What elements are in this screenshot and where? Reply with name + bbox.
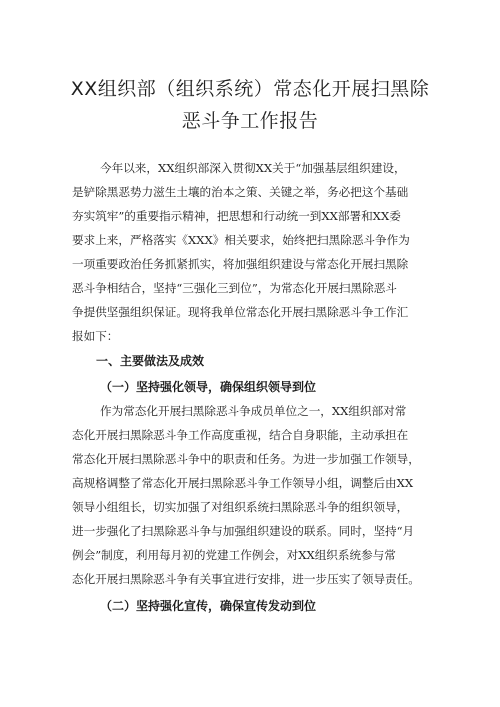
section-heading-1: 一、主要做法及成效: [96, 354, 205, 368]
body-line: 进一步强化了扫黑除恶斗争与加强组织建设的联系。同时，坚持“月: [72, 524, 415, 538]
intro-line: 是铲除黑恶势力滋生土壤的治本之策、关键之举，务必把这个基础: [72, 185, 409, 199]
body-line: 常态化开展扫黑除恶斗争中的职责和任务。为进一步加强工作领导，: [72, 452, 420, 466]
document-title-line-2: 恶斗争工作报告: [181, 110, 319, 132]
document-title-line-1: XX组织部（组织系统）常态化开展扫黑除: [70, 78, 430, 100]
intro-line: 夯实筑牢”的重要指示精神，把思想和行动统一到XX部署和XX委: [72, 209, 401, 223]
intro-line: 争提供坚强组织保证。现将我单位常态化开展扫黑除恶斗争工作汇: [72, 305, 409, 319]
intro-line: 报如下：: [72, 329, 119, 343]
body-line: 态化开展扫黑除恶斗争有关事宜进行安排，进一步压实了领导责任。: [72, 572, 420, 586]
body-line: 高规格调整了常态化开展扫黑除恶斗争工作领导小组，调整后由XX: [72, 476, 414, 490]
body-line: 作为常态化开展扫黑除恶斗争成员单位之一，XX组织部对常: [100, 404, 407, 418]
intro-line: 今年以来，XX组织部深入贯彻XX关于“加强基层组织建设，: [100, 161, 406, 175]
intro-line: 要求上来，严格落实《XXX》相关要求，始终把扫黑除恶斗争作为: [72, 233, 410, 247]
subsection-heading-1: （一）坚持强化领导，确保组织领导到位: [100, 380, 317, 394]
body-line: 态化开展扫黑除恶斗争工作高度重视，结合自身职能，主动承担在: [72, 428, 409, 442]
subsection-heading-2: （二）坚持强化宣传，确保宣传发动到位: [100, 599, 317, 613]
body-line: 例会”制度，利用每月初的党建工作例会，对XX组织系统参与常: [72, 548, 396, 562]
body-line: 领导小组组长，切实加强了对组织系统扫黑除恶斗争的组织领导，: [72, 500, 409, 514]
intro-line: 恶斗争相结合，坚持“三强化三到位”，为常态化开展扫黑除恶斗: [72, 281, 397, 295]
intro-line: 一项重要政治任务抓紧抓实，将加强组织建设与常态化开展扫黑除: [72, 257, 409, 271]
